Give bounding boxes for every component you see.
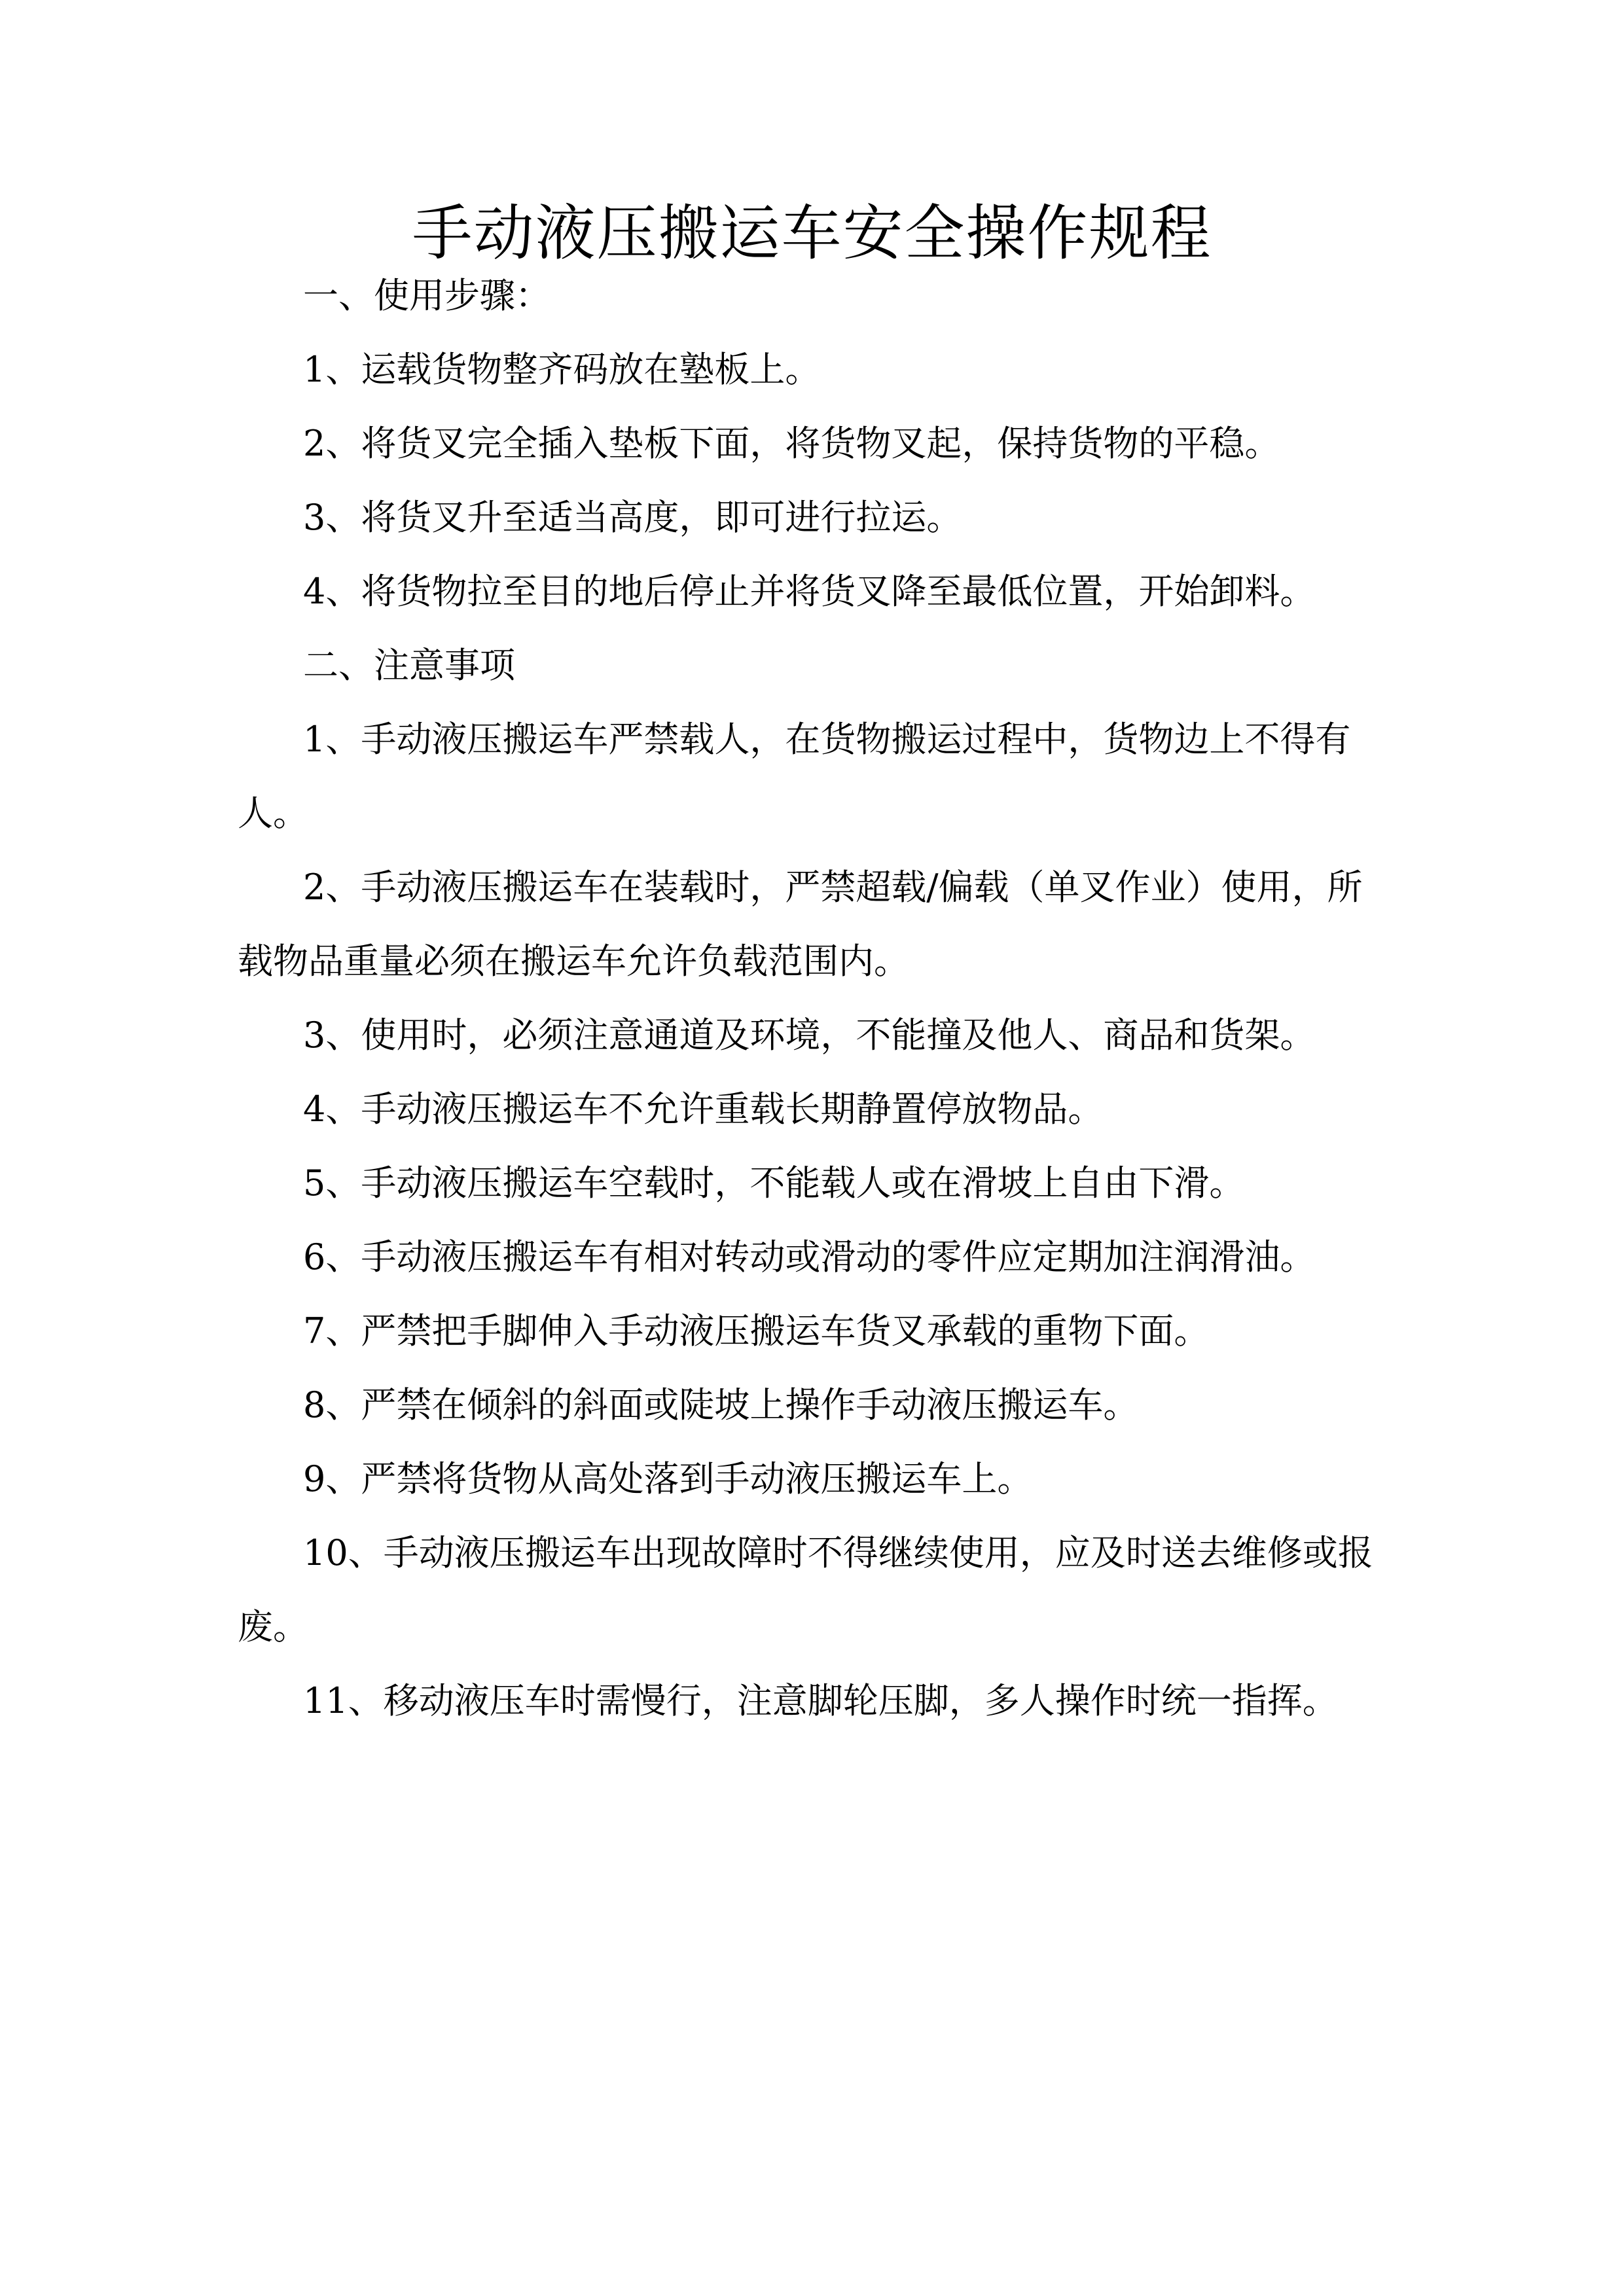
usage-step-1: 1、运载货物整齐码放在塾板上。 [303, 349, 821, 390]
precaution-7: 7、严禁把手脚伸入手动液压搬运车货叉承载的重物下面。 [303, 1310, 1210, 1352]
document-body [238, 259, 1390, 1738]
usage-step-2: 2、将货叉完全插入垫板下面，将货物叉起，保持货物的平稳。 [303, 423, 1280, 464]
precaution-2: 2、手动液压搬运车在装载时，严禁超载/偏载（单叉作业）使用，所载物品重量必须在搬运车允许负载范围内。 [238, 867, 1363, 982]
document-title: 手动液压搬运车安全操作规程 [412, 198, 1212, 268]
precaution-3: 3、使用时，必须注意通道及环境，不能撞及他人、商品和货架。 [303, 1014, 1316, 1056]
section-heading-precautions: 二、注意事项 [303, 645, 515, 686]
precaution-9: 9、严禁将货物从高处落到手动液压搬运车上。 [303, 1458, 1033, 1499]
section-heading-usage-steps: 一、使用步骤： [303, 275, 550, 316]
precaution-5: 5、手动液压搬运车空载时，不能载人或在滑坡上自由下滑。 [303, 1162, 1245, 1204]
precaution-11: 11、移动液压车时需慢行，注意脚轮压脚，多人操作时统一指挥。 [303, 1680, 1338, 1721]
precaution-1: 1、手动液压搬运车严禁载人，在货物搬运过程中，货物边上不得有人。 [238, 719, 1351, 834]
precaution-4: 4、手动液压搬运车不允许重载长期静置停放物品。 [303, 1088, 1104, 1130]
usage-step-3: 3、将货叉升至适当高度，即可进行拉运。 [303, 497, 962, 538]
precaution-8: 8、严禁在倾斜的斜面或陡坡上操作手动液压搬运车。 [303, 1384, 1139, 1426]
precaution-10: 10、手动液压搬运车出现故障时不得继续使用，应及时送去维修或报废。 [238, 1532, 1373, 1647]
precaution-6: 6、手动液压搬运车有相对转动或滑动的零件应定期加注润滑油。 [303, 1236, 1316, 1278]
usage-step-4: 4、将货物拉至目的地后停止并将货叉降至最低位置，开始卸料。 [303, 571, 1316, 612]
